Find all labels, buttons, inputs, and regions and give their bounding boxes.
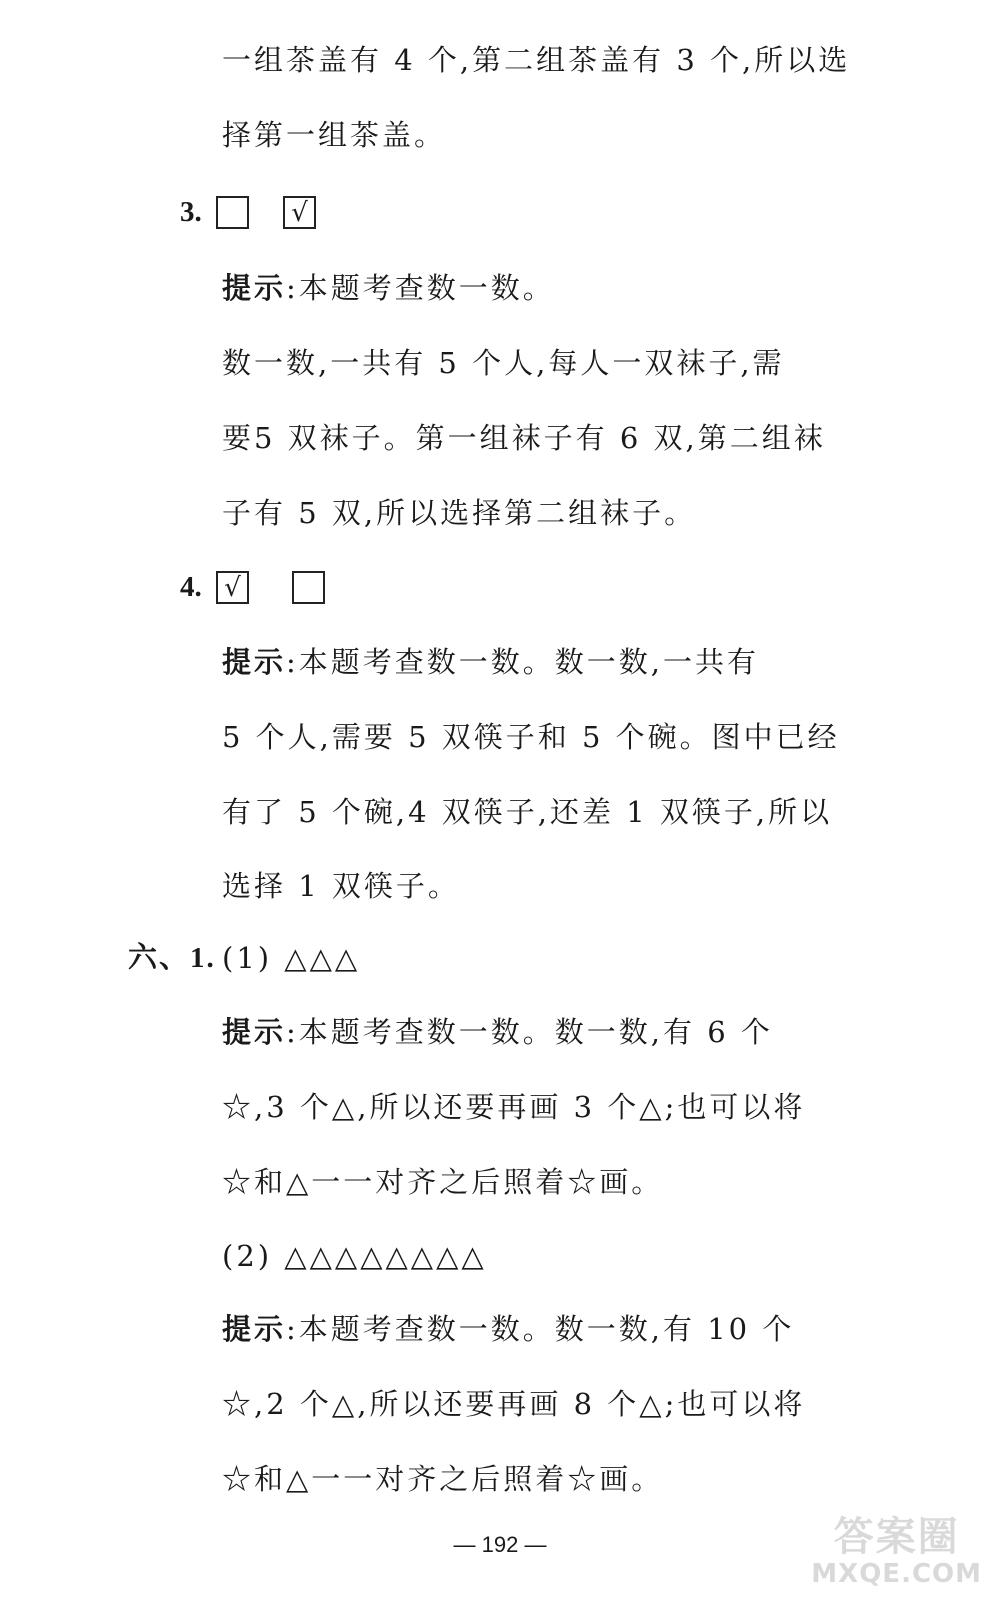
hint-label: 提示 bbox=[222, 645, 287, 679]
watermark-main: 答案圈 bbox=[833, 1514, 960, 1560]
watermark-sub: MXQE.COM bbox=[811, 1559, 982, 1589]
hint-line bbox=[222, 1012, 773, 1052]
answer-box bbox=[216, 196, 249, 229]
hint-line bbox=[222, 268, 555, 308]
hint-text: :本题考查数一数。数一数,有 6 个 bbox=[286, 1015, 773, 1049]
text-line: 数一数,一共有 5 个人,每人一双袜子,需 bbox=[222, 346, 785, 380]
answer-box-checked: √ bbox=[283, 196, 316, 229]
question-number: 3. bbox=[180, 196, 202, 228]
answer-box bbox=[292, 571, 325, 604]
answer-box-checked: √ bbox=[216, 571, 249, 604]
hint-line bbox=[222, 1309, 794, 1349]
text-line: ☆和△一一对齐之后照着☆画。 bbox=[222, 1165, 664, 1199]
hint-text: :本题考查数一数。数一数,有 10 个 bbox=[286, 1312, 795, 1346]
question-number: 4. bbox=[180, 571, 202, 603]
text-line: 要5 双袜子。第一组袜子有 6 双,第二组袜 bbox=[222, 421, 826, 455]
answer-line: (1) △△△ bbox=[222, 941, 361, 975]
page-number: — 192 — bbox=[453, 1532, 547, 1557]
text-line: 有了 5 个碗,4 双筷子,还差 1 双筷子,所以 bbox=[222, 795, 833, 829]
text-line: ☆,3 个△,所以还要再画 3 个△;也可以将 bbox=[222, 1090, 806, 1124]
hint-text: :本题考查数一数。 bbox=[286, 271, 555, 305]
text-line: 子有 5 双,所以选择第二组袜子。 bbox=[222, 496, 697, 530]
hint-label: 提示 bbox=[222, 271, 287, 305]
hint-text: :本题考查数一数。数一数,一共有 bbox=[286, 645, 760, 679]
text-line: ☆,2 个△,所以还要再画 8 个△;也可以将 bbox=[222, 1387, 806, 1421]
text-line: 择第一组茶盖。 bbox=[222, 118, 447, 152]
hint-label: 提示 bbox=[222, 1312, 287, 1346]
hint-line bbox=[222, 642, 759, 682]
section-label: 六、1. bbox=[128, 942, 216, 974]
answer-line: (2) △△△△△△△△ bbox=[222, 1239, 487, 1273]
text-line: 5 个人,需要 5 双筷子和 5 个碗。图中已经 bbox=[222, 720, 840, 754]
watermark-logo bbox=[811, 1515, 982, 1589]
text-line: 选择 1 双筷子。 bbox=[222, 869, 460, 903]
hint-label: 提示 bbox=[222, 1015, 287, 1049]
text-line: 一组茶盖有 4 个,第二组茶盖有 3 个,所以选 bbox=[222, 43, 851, 77]
text-line: ☆和△一一对齐之后照着☆画。 bbox=[222, 1462, 664, 1496]
